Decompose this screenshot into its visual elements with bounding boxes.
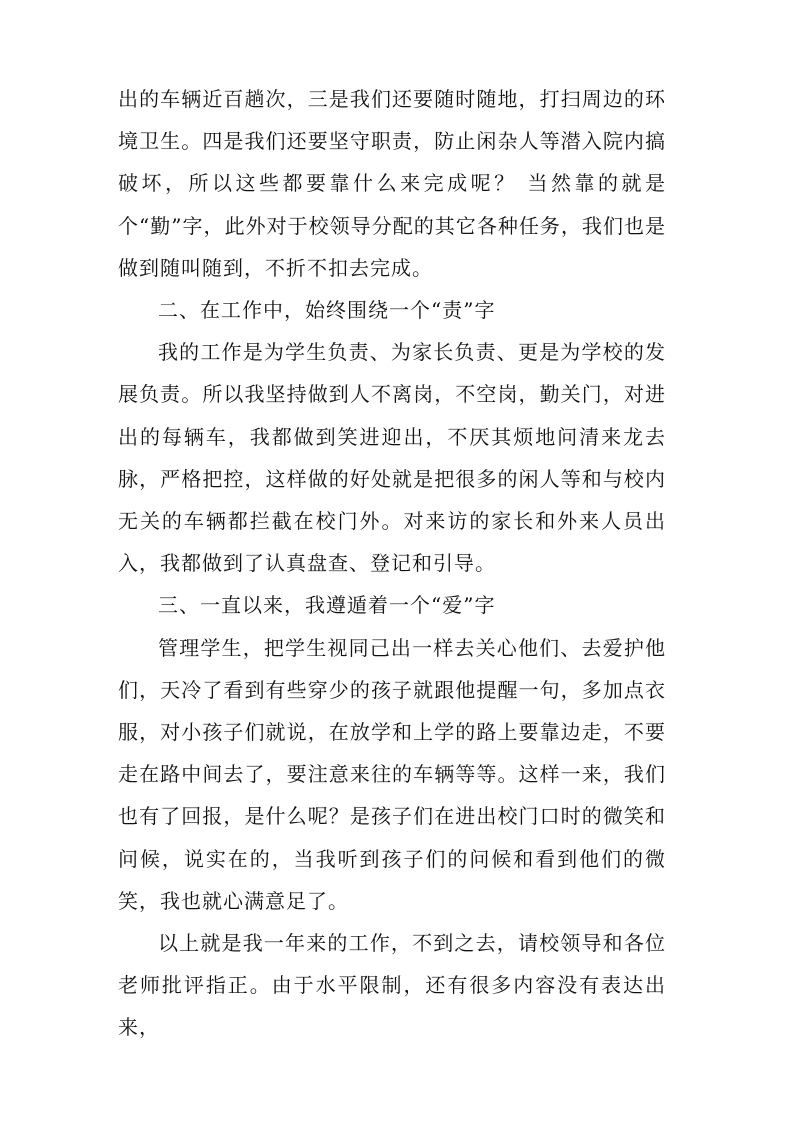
section-heading-love: 三、一直以来，我遵遁着一个“爱”字	[158, 593, 496, 618]
paragraph-love: 管理学生，把学生视同己出一样去关心他们、去爱护他们，天冷了看到有些穿少的孩子就跟他提醒一句，多加点衣服，对小孩子们就说，在放学和上学的路上要靠边走，不要走在路中间去了，要注意来往的车辆等等。这样一来，我们也有了回报，是什么呢？是孩子们在进出校门口时的微笑和问候，说实在的，当我听到孩子们的问候和看到他们的微笑，我也就心满意足了。	[118, 635, 666, 913]
paragraph-continuation: 出的车辆近百趟次，三是我们还要随时随地，打扫周边的环境卫生。四是我们还要坚守职责，防止闲杂人等潜入院内搞破坏，所以这些都要靠什么来完成呢？ 当然靠的就是个“勤”字，此外对于校领导分配的其它各种任务，我们也是做到随叫随到，不折不扣去完成。	[118, 87, 666, 280]
document-body	[118, 78, 666, 1049]
paragraph-closing: 以上就是我一年来的工作，不到之去，请校领导和各位老师批评指正。由于水平限制，还有很多内容没有表达出来，	[118, 931, 666, 1040]
paragraph-responsibility: 我的工作是为学生负责、为家长负责、更是为学校的发展负责。所以我坚持做到人不离岗，不空岗，勤关门，对进出的每辆车，我都做到笑进迎出，不厌其烦地问清来龙去脉，严格把控，这样做的好处就是把很多的闲人等和与校内无关的车辆都拦截在校门外。对来访的家长和外来人员出入，我都做到了认真盘查、登记和引导。	[118, 340, 666, 576]
section-heading-responsibility: 二、在工作中，始终围绕一个“责”字	[158, 298, 496, 323]
